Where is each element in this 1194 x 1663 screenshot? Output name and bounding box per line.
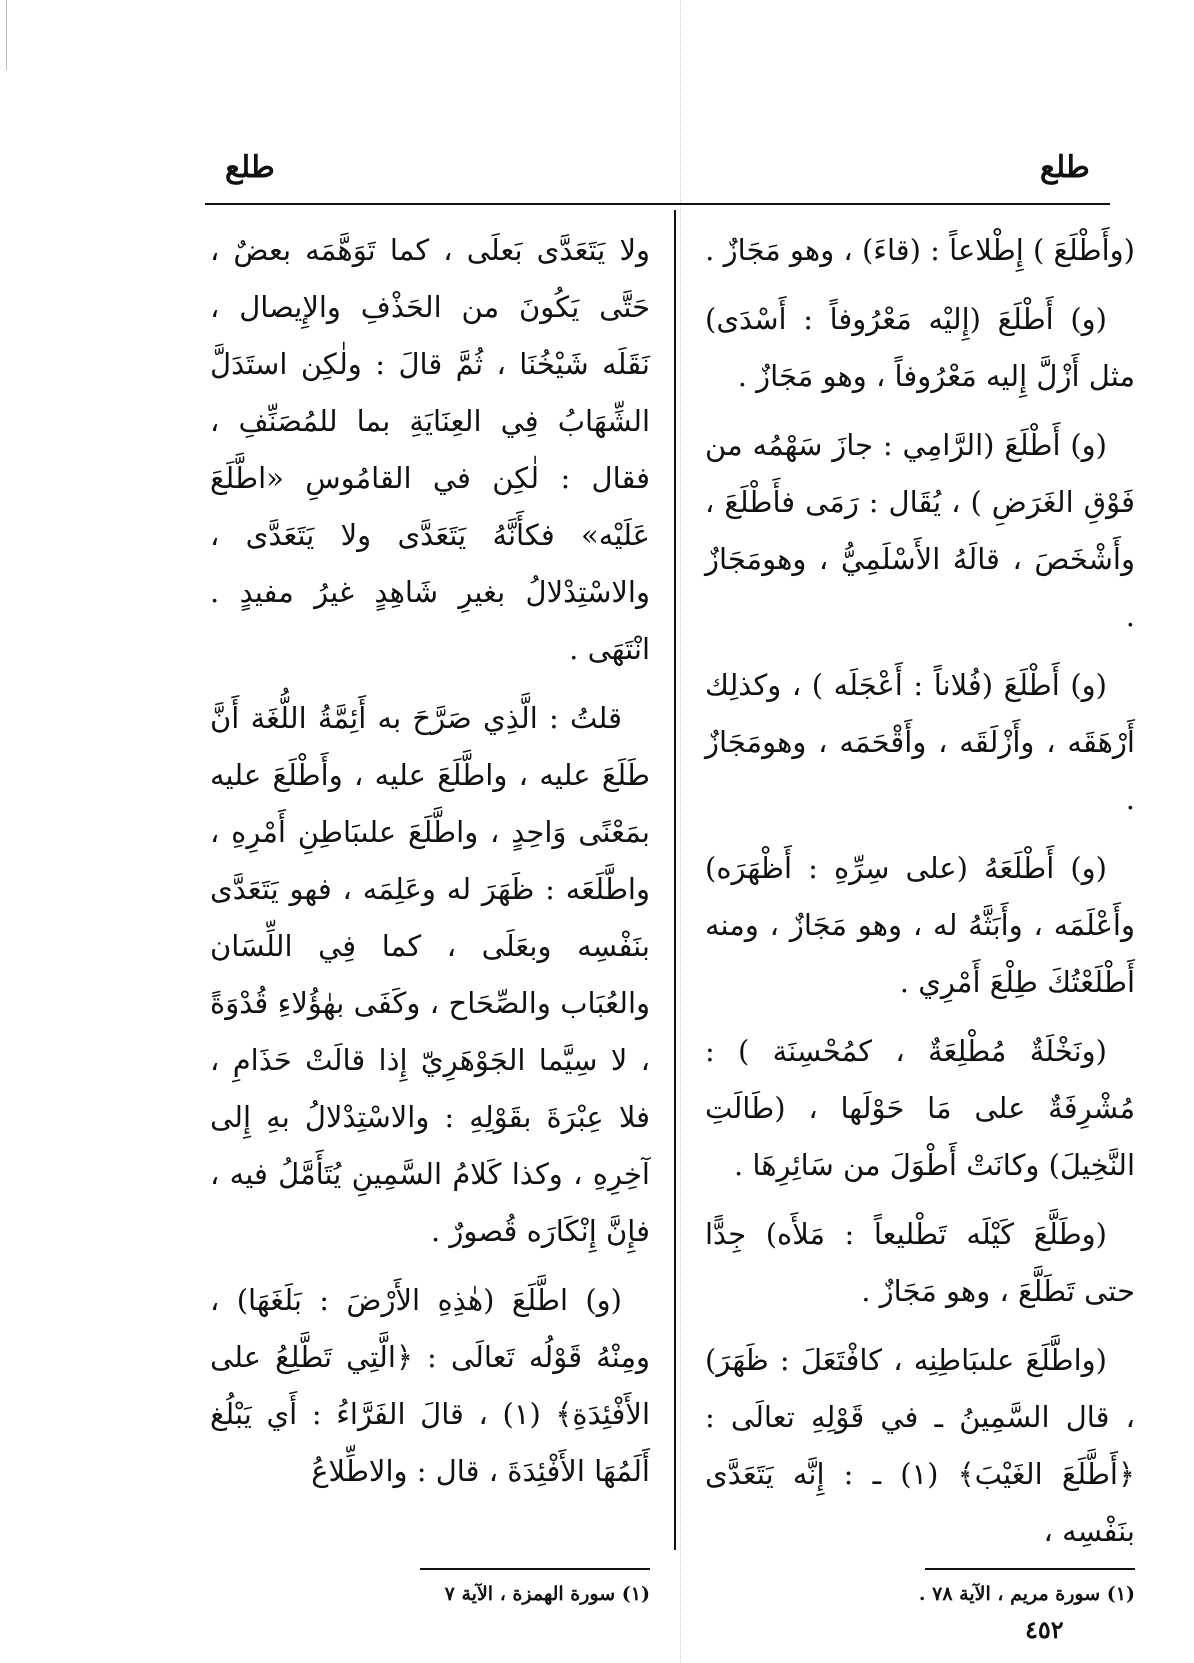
entry-paragraph: (و) أَطْلَعَ (الرَّامِي : جازَ سَهْمُه من فَوْقِ الغَرَضِ ) ، يُقَال : رَمَى فأَطْلَعَ ، وأَشْخَصَ ، قالَهُ الأَسْلَمِيُّ ، وهومَجَازٌ . [705,428,1135,633]
entry-paragraph: (و) أَطْلَعَهُ (على سِرِّهِ : أَظْهَرَه) وأَعْلَمَه ، وأَبَثَّهُ له ، وهو مَجَازٌ ، ومنه أَطْلَعْتُكَ طِلْعَ أَمْرِي . [705,851,1135,999]
running-header-left: طلع [225,150,275,185]
entry-paragraph: (و) اطَّلَعَ (هٰذِهِ الأَرْضَ : بَلَغَهَا) ، ومِنْهُ قَوْلُه تَعالَى : ﴿الَّتِي تَطَّلِعُ على الأَفْئِدَةِ﴾ (١) ، قالَ الفَرَّاءُ : أَي يَبْلُغ أَلَمُهَا الأَفْئِدَةَ ، قال : والاطِّلاعُ [210,1283,650,1488]
entry-paragraph: ولا يَتَعَدَّى بَعلَى ، كما تَوَهَّمَه بعضٌ ، حَتَّى يَكُونَ من الحَذْفِ والإِيصال ، نَقَلَه شَيْخُنَا ، ثُمَّ قالَ : ولٰكِن استَدَلَّ الشِّهَابُ فِي العِنَايَةِ بما للمُصَنِّفِ ، فقال : لٰكِن في القامُوسِ «اطَّلَعَ عَلَيْه» فكأَنَّهُ يَتَعَدَّى ولا يَتَعَدَّى ، والاسْتِدْلالُ بغيرِ شَاهِدٍ غيرُ مفيدٍ . انْتَهَى . [210,233,650,666]
fold-line [680,0,681,1663]
entry-paragraph: قلتُ : الَّذِي صَرَّحَ به أَئِمَّةُ اللُّغَة أَنَّ طَلَعَ عليه ، واطَّلَعَ عليه ، وأَطْلَعَ عليه بمَعْنًى وَاحِدٍ ، واطَّلَعَ علىبَاطِنِ أَمْرِهِ ، واطَّلَعَه : ظَهَرَ له وعَلِمَه ، فهو يَتَعَدَّى بنَفْسِه وبعَلَى ، كما فِي اللِّسَان والعُبَاب والصِّحَاح ، وكَفَى بهٰؤُلاءِ قُدْوَةً ، لا سِيَّما الجَوْهَرِيّ إِذا قالَتْ حَذَامِ ، فلا عِبْرَةَ بقَوْلِهِ : والاسْتِدْلالُ بهِ إِلى آخِرِهِ ، وكذا كَلامُ السَّمِينِ يُتَأَمَّلُ فيه ، فإِنَّ إِنْكَارَه قُصورٌ . [210,701,650,1248]
header-rule [205,203,1110,205]
entry-paragraph: (واطَّلَعَ علىبَاطِنِه ، كافْتَعَلَ : ظَهَرَ) ، قال السَّمِينُ ـ في قَوْلِهِ تعالَى : ﴿أَطَّلَعَ الغَيْبَ﴾ (١) ـ : إِنَّه يَتَعَدَّى بنَفْسِه ، [705,1343,1135,1548]
entry-paragraph: (ونَخْلَةٌ مُطْلِعَةٌ ، كمُحْسِنَة ) : مُشْرِفَةٌ على مَا حَوْلَها ، (طَالَتِ النَّخِيلَ) وكانَتْ أَطْوَلَ من سَائِرِهَا . [705,1034,1135,1182]
running-header-right: طلع [1040,150,1090,185]
scan-edge-line [6,0,7,70]
footnote-right: (١) سورة مريم ، الآية ٧٨ . [918,1583,1135,1605]
footnote-left: (١) سورة الهمزة ، الآية ٧ [444,1583,650,1605]
column-divider [674,210,676,1550]
right-column [705,222,1135,1572]
left-column [210,222,650,1512]
entry-paragraph: (و) أَطْلَعَ (فُلاناً : أَعْجَلَه ) ، وكذلِك أَرْهَقَه ، وأَزْلَقَه ، وأَقْحَمَه ، وهومَجَازٌ . [705,668,1135,816]
entry-paragraph: (وطَلَّعَ كَيْلَه تَطْليعاً : مَلأَه) جِدًّا حتى تَطَلَّعَ ، وهو مَجَازٌ . [705,1217,1135,1308]
footnote-rule-left [420,1568,650,1570]
entry-paragraph: (و) أَطْلَعَ (إِليْه مَعْرُوفاً : أَسْدَى) مثل أَزْلَّ إِليه مَعْرُوفاً ، وهو مَجَازٌ . [705,302,1135,393]
page-number: ٤٥٢ [1025,1615,1064,1644]
entry-paragraph: (وأَطْلَعَ ) إِطْلاعاً : (قاءَ) ، وهو مَجَازٌ . [705,233,1135,267]
footnote-rule-right [925,1568,1135,1570]
